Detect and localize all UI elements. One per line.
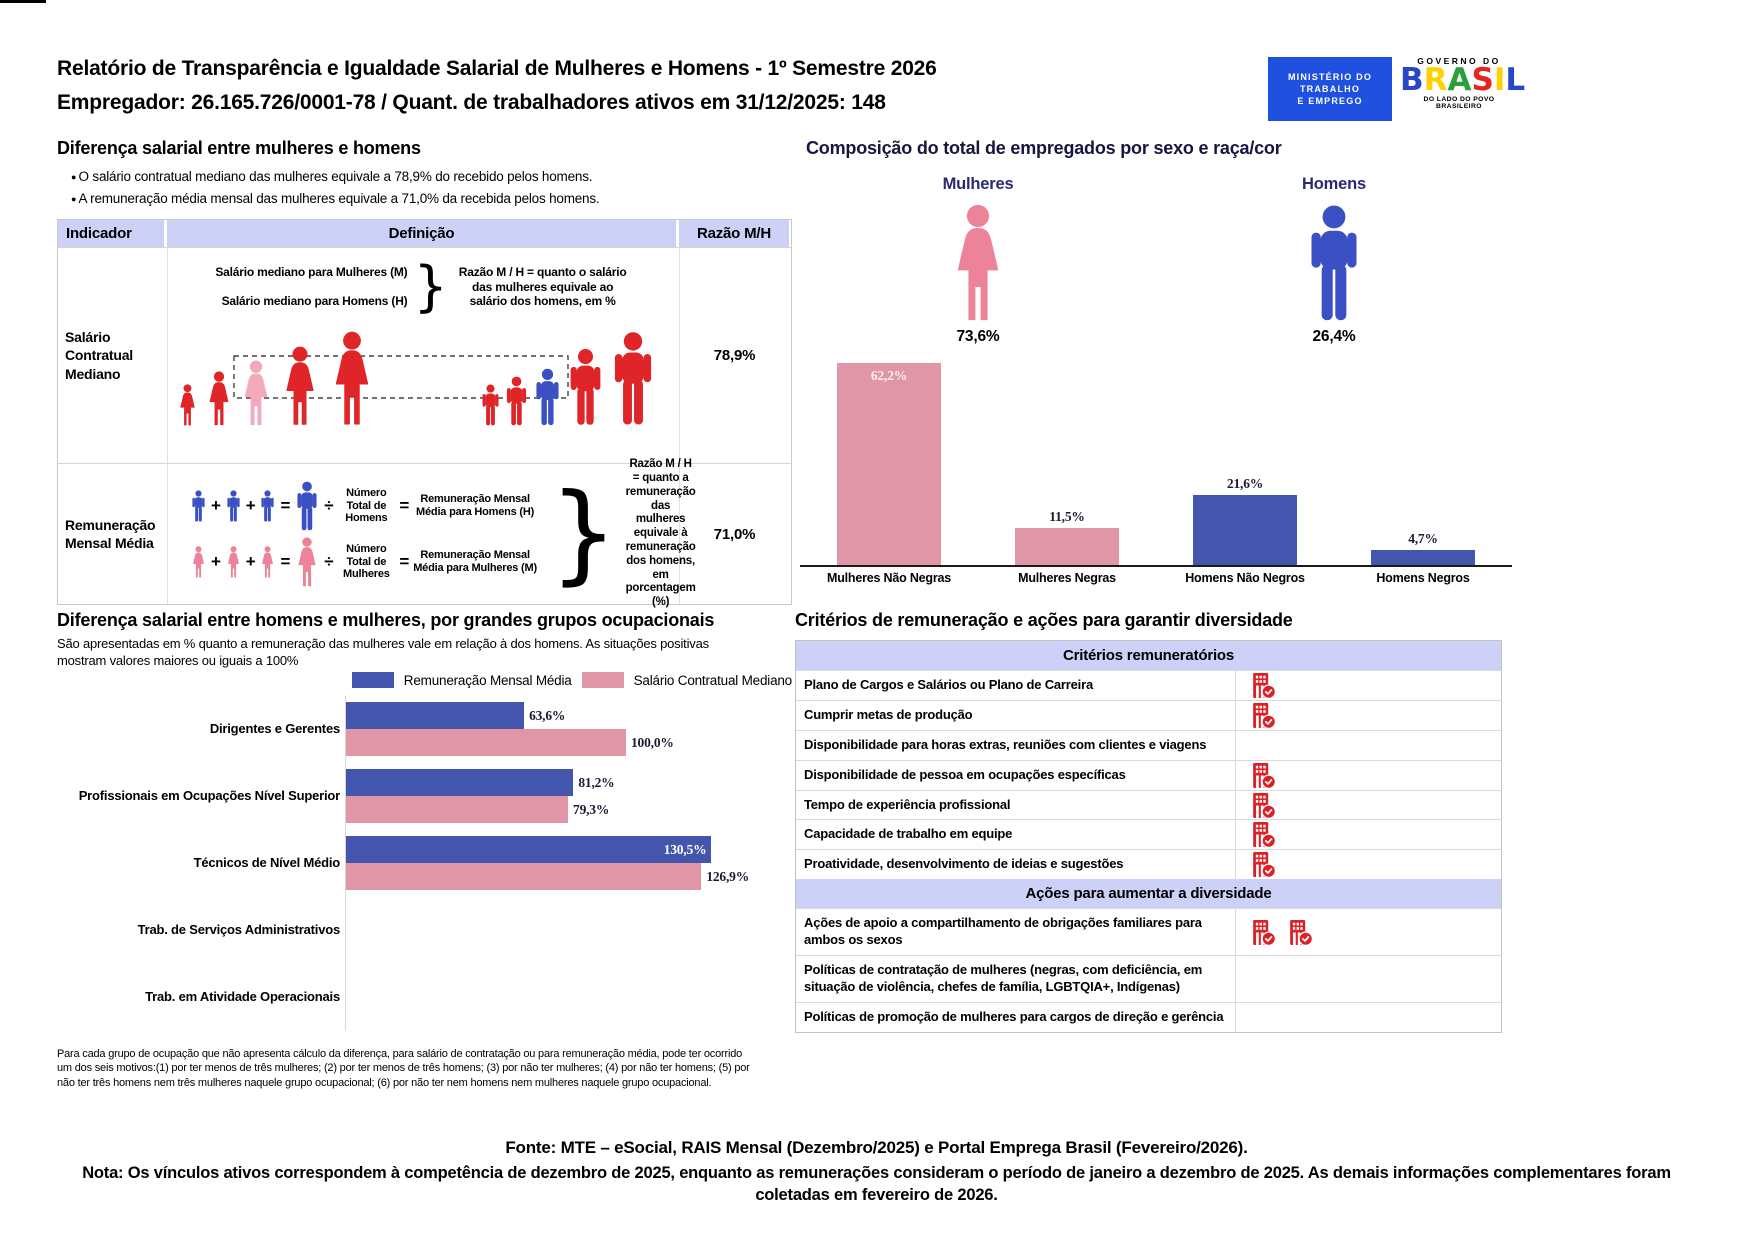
criteria-group-header: Critérios remuneratórios [796,641,1501,670]
woman-icon [947,204,1009,322]
criteria-status-icons [1235,731,1501,760]
pay-gap-title: Diferença salarial entre mulheres e homens [57,138,421,158]
man-icon [1303,204,1365,322]
criteria-row [796,790,1501,820]
pay-gap-table-header [58,220,791,247]
col-razao: Razão M/H [679,220,789,247]
man-icon [614,332,650,424]
brace-glyph: } [549,471,618,597]
criteria-row [796,670,1501,700]
formula-divisor: Número Total de Mulheres [342,543,390,581]
legend-label: Remuneração Mensal Média [403,672,572,688]
man-icon [259,490,276,522]
bar-value-label: 130,5% [663,841,707,857]
report-title: Relatório de Transparência e Igualdade Salarial de Mulheres e Homens - 1º Semestre 2026 [57,57,937,80]
criteria-label: Tempo de experiência profissional [804,796,1011,812]
criteria-row [796,730,1501,760]
bar-line [346,769,792,796]
criteria-label: Cumprir metas de produção [804,706,973,722]
criteria-label: Disponibilidade para horas extras, reuniões com clientes e viagens [804,736,1207,752]
criteria-status-icons [1235,671,1501,700]
building-check-icon [1249,851,1276,878]
criteria-status-icons [1235,850,1501,879]
operator: + [211,496,221,515]
criteria-label: Ações de apoio a compartilhamento de obrigações familiares para ambos os sexos [804,915,1202,948]
criteria-label: Proatividade, desenvolvimento de ideias e sugestões [804,856,1124,872]
formula-divisor: Número Total de Homens [345,487,388,525]
occupation-title: Diferença salarial entre homens e mulheres, por grandes grupos ocupacionais [57,610,715,630]
bar-line [346,863,792,890]
definition-cell [167,248,679,463]
ratio-definition-note: Razão M / H = quanto o salário das mulheres equivale ao salário dos homens, em % [458,265,627,308]
bar-line [346,970,792,997]
criteria-row [796,849,1501,879]
operator: = [280,552,291,571]
corner-mark [0,0,46,3]
bar [1371,550,1475,565]
occupation-subtitle: São apresentadas em % quanto a remuneração das mulheres vale em relação à dos homens. As situações positivas mostram valores maiores ou iguais a 100% [57,636,709,668]
woman-icon [335,331,368,424]
criteria-label: Políticas de promoção de mulheres para cargos de direção e gerência [804,1008,1224,1024]
category-label: Mulheres Negras [1018,571,1116,585]
criteria-section [795,610,1502,1033]
bar-value-label: 126,9% [706,868,749,884]
criteria-row [796,955,1501,1002]
median-women-label: Salário mediano para Mulheres (M) [215,265,408,279]
category-label: Homens Não Negros [1185,571,1305,585]
criteria-label: Políticas de contratação de mulheres (negras, com deficiência, em situação de violência, chefes de família, LGBTQIA+, Indígenas) [804,962,1203,994]
occupation-category-label: Trab. em Atividade Operacionais [145,989,340,1005]
ratio-value: 78,9% [679,248,789,463]
occupation-bar-chart [57,696,792,1031]
occupation-row [57,964,792,1031]
man-icon [482,384,498,425]
bar-line [346,997,792,1024]
woman-icon [294,537,320,587]
occupation-footnote: Para cada grupo de ocupação que não apresenta cálculo da diferença, para salário de contratação ou para remuneração média, pode ter ocorrido um dos seis motivos:(1) por ter menos de três mulheres; (2) por ter menos de três homens; (3) por não ter mulheres; (4) por não ter homens; (5) por não ter três homens nem três mulheres naquele grupo ocupacional; (6) por não ter nem homens nem mulheres naquele grupo ocupacional. [57,1047,750,1089]
report-header [57,52,937,119]
building-check-icon [1249,792,1276,819]
criteria-row [796,819,1501,849]
occupation-category-label: Dirigentes e Gerentes [209,721,340,737]
criteria-status-icons [1235,701,1501,730]
occupation-bars [345,830,792,897]
bar-value-label: 100,0% [631,734,674,750]
bar [346,836,711,863]
women-summary [800,175,1156,346]
criteria-label: Disponibilidade de pessoa em ocupações específicas [804,766,1126,782]
criteria-status-icons [1235,956,1501,1002]
gov-brand: BRASIL [1400,62,1526,98]
criteria-table [795,640,1502,1033]
occupation-category-label: Trab. de Serviços Administrativos [137,922,340,938]
operator: = [280,496,291,515]
occupation-section [57,610,792,1090]
operator: = [399,496,410,515]
formula-result: Remuneração Mensal Média para Mulheres (M) [413,549,537,574]
woman-highlight-icon [244,360,267,424]
bar-value-label: 79,3% [573,801,610,817]
bar-line [346,836,792,863]
category-label: Mulheres Não Negras [826,571,952,585]
men-label: Homens [1302,175,1366,193]
bar-value-label: 11,5% [1049,508,1085,524]
woman-icon [209,371,228,425]
occupation-bars [345,763,792,830]
bar-line [346,702,792,729]
criteria-label: Capacidade de trabalho em equipe [804,826,1013,842]
note-line: Nota: Os vínculos ativos correspondem à competência de dezembro de 2025, enquanto as remunerações consideram o período de janeiro a dezembro de 2025. As demais informações complementares foram coletadas em fevereiro de 2026. [82,1164,1671,1205]
building-check-icon [1249,919,1276,946]
criteria-status-icons [1235,791,1501,820]
woman-icon [190,546,207,578]
occupation-row [57,763,792,830]
man-icon [225,490,242,522]
criteria-row [796,760,1501,790]
man-icon [506,376,525,425]
bar-value-label: 21,6% [1226,475,1264,491]
mte-logo: MINISTÉRIO DO TRABALHO E EMPREGO [1268,57,1392,121]
man-highlight-icon [536,368,558,424]
pay-gap-bullet-2: ● A remuneração média mensal das mulheres equivale a 71,0% da recebida pelos homens. [71,191,792,206]
bar-value-label: 81,2% [578,774,615,790]
building-check-icon [1249,821,1276,848]
legend-swatch [352,672,394,688]
bar [346,729,626,756]
criteria-status-icons [1235,761,1501,790]
source-line: Fonte: MTE – eSocial, RAIS Mensal (Dezembro/2025) e Portal Emprega Brasil (Fevereiro/2026). [505,1138,1248,1157]
man-icon [570,349,600,425]
men-percentage: 26,4% [1312,328,1356,345]
indicator-label: Salário Contratual Mediano [65,329,134,382]
median-men-label: Salário mediano para Homens (H) [221,293,408,308]
woman-icon [225,546,242,578]
pay-gap-table [57,219,792,609]
operator: = [399,552,410,571]
operator: + [211,552,221,571]
men-summary [1156,175,1512,346]
composition-bar-slot [800,360,978,565]
occupation-bars [345,964,792,1031]
building-check-icon [1249,702,1276,729]
composition-category-labels [800,571,1512,585]
definition-cell [167,458,696,609]
bar-line [346,729,792,756]
col-definicao: Definição [167,220,679,247]
governo-brasil-logo: GOVERNO DO BRASIL DO LADO DO POVO BRASILEIRO [1400,56,1526,111]
composition-section [800,138,1512,585]
legend-label: Salário Contratual Mediano [633,672,792,688]
pay-gap-bullet-1: ● O salário contratual mediano das mulheres equivale a 78,9% do recebido pelos homens. [71,169,792,184]
criteria-status-icons [1235,909,1501,955]
bar-value-label: 62,2% [870,367,908,383]
bar [1015,528,1119,565]
ratio-definition-note: Razão M / H = quanto a remuneração das mulheres equivale à remuneração dos homens, em porcentagem (%) [625,458,696,609]
occupation-category-label: Técnicos de Nível Médio [193,855,340,871]
formula-result: Remuneração Mensal Média para Homens (H) [416,493,535,518]
criteria-row [796,700,1501,730]
col-indicador: Indicador [58,220,167,247]
operator: ÷ [324,552,334,571]
indicator-label: Remuneração Mensal Média [65,516,156,551]
occupation-category-label: Profissionais em Ocupações Nível Superior [78,788,340,804]
women-average-formula [190,534,537,590]
woman-icon [259,546,276,578]
ratio-value: 71,0% [679,464,789,604]
operator: + [245,496,256,515]
pay-gap-section [57,138,792,609]
men-average-formula [190,478,537,534]
bar [346,769,573,796]
table-row-remuneracao-media [58,458,791,609]
criteria-group-header: Ações para aumentar a diversidade [796,879,1501,908]
bar-line [346,796,792,823]
criteria-row [796,1002,1501,1032]
brace-glyph: } [413,254,448,318]
bar [1193,495,1297,565]
legend-swatch [582,672,624,688]
bar [837,363,941,565]
composition-bar-slot [978,360,1156,565]
operator: ÷ [324,496,334,515]
criteria-row [796,908,1501,955]
criteria-status-icons [1235,820,1501,849]
bar-line [346,930,792,957]
bar-value-label: 4,7% [1408,530,1438,546]
man-icon [190,490,207,522]
category-label: Homens Negros [1376,571,1470,585]
composition-bar-slot [1334,360,1512,565]
occupation-row [57,696,792,763]
composition-bar-slot [1156,360,1334,565]
occupation-row [57,897,792,964]
operator: + [245,552,256,571]
occupation-bars [345,897,792,964]
criteria-title: Critérios de remuneração e ações para garantir diversidade [795,610,1293,630]
composition-bar-chart [800,360,1512,567]
report-footer [0,1138,1753,1207]
woman-icon [180,384,194,425]
bar-value-label: 63,6% [529,707,566,723]
report-employer-line: Empregador: 26.165.726/0001-78 / Quant. de trabalhadores ativos em 31/12/2025: 148 [57,90,886,114]
women-label: Mulheres [942,175,1014,193]
table-row-salario-mediano [58,247,791,463]
bar [346,863,701,890]
bar [346,702,524,729]
occupation-bars [345,696,792,763]
bar [346,796,568,823]
building-check-icon [1249,672,1276,699]
women-percentage: 73,6% [956,328,1000,345]
woman-icon [286,346,314,424]
building-check-icon [1249,762,1276,789]
chart-legend [352,672,792,688]
composition-title: Composição do total de empregados por sexo e raça/cor [806,138,1282,158]
bar-line [346,903,792,930]
man-icon [294,481,320,531]
criteria-label: Plano de Cargos e Salários ou Plano de Carreira [804,677,1093,692]
people-pictogram [174,326,674,428]
criteria-status-icons [1235,1003,1501,1032]
building-check-icon [1286,919,1313,946]
occupation-row [57,830,792,897]
